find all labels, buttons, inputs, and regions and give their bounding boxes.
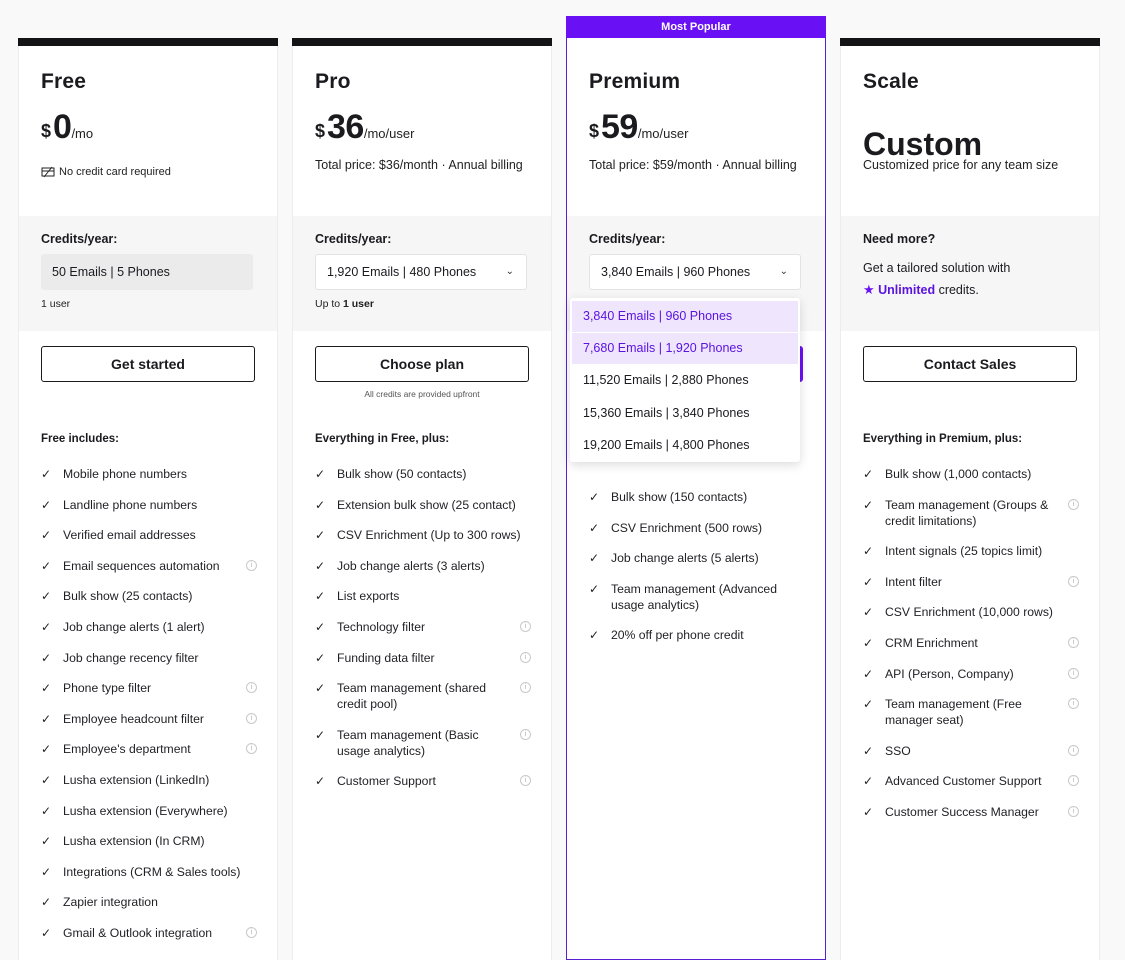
credits-section <box>19 216 277 331</box>
plan-price <box>315 108 529 146</box>
check-icon: ✓ <box>41 895 52 910</box>
check-icon: ✓ <box>863 743 874 758</box>
check-icon: ✓ <box>315 681 326 696</box>
feature-text: Employee's department <box>63 742 191 757</box>
info-icon[interactable]: i <box>1068 698 1079 709</box>
pricing-plans <box>18 17 1100 960</box>
feature-list <box>41 466 257 956</box>
info-icon[interactable]: i <box>520 621 531 632</box>
feature-item <box>315 773 531 789</box>
feature-text: Lusha extension (LinkedIn) <box>63 772 210 787</box>
feature-text: Landline phone numbers <box>63 497 198 512</box>
check-icon: ✓ <box>41 528 52 543</box>
info-icon[interactable]: i <box>1068 806 1079 817</box>
tailored-text: Get a tailored solution with <box>863 261 1011 275</box>
tailored-solution-text <box>863 258 1083 301</box>
info-icon[interactable]: i <box>1068 668 1079 679</box>
check-icon: ✓ <box>863 497 874 512</box>
check-icon: ✓ <box>589 490 600 504</box>
check-icon: ✓ <box>41 925 52 940</box>
info-icon[interactable]: i <box>246 927 257 938</box>
check-icon: ✓ <box>41 742 52 757</box>
check-icon: ✓ <box>863 467 874 481</box>
feature-item <box>41 894 257 910</box>
credits-label: Credits/year: <box>589 232 666 246</box>
check-icon: ✓ <box>315 727 326 742</box>
feature-item <box>315 527 531 543</box>
feature-text: Intent filter <box>885 574 942 589</box>
feature-text: CRM Enrichment <box>885 635 978 650</box>
price-amount: 36 <box>327 108 364 146</box>
feature-text: Integrations (CRM & Sales tools) <box>63 864 241 879</box>
feature-item <box>589 489 805 505</box>
price-amount: 59 <box>601 108 638 146</box>
check-icon: ✓ <box>589 581 600 596</box>
chevron-down-icon: ⌄ <box>779 266 788 277</box>
check-icon: ✓ <box>589 520 600 535</box>
feature-text: Team management (Groups & credit limitations) <box>885 497 1049 528</box>
credits-value: 50 Emails | 5 Phones <box>41 254 253 290</box>
info-icon[interactable]: i <box>246 743 257 754</box>
feature-text: Funding data filter <box>337 650 435 665</box>
plan-name: Scale <box>863 70 919 93</box>
check-icon: ✓ <box>315 619 326 634</box>
no-credit-card-icon <box>41 166 55 178</box>
need-more-label: Need more? <box>863 232 936 246</box>
custom-price: Custom <box>863 126 983 162</box>
info-icon[interactable]: i <box>520 682 531 693</box>
check-icon: ✓ <box>41 864 52 879</box>
check-icon: ✓ <box>315 497 326 512</box>
feature-item <box>41 527 257 543</box>
feature-text: Intent signals (25 topics limit) <box>885 544 1043 559</box>
feature-item <box>315 619 531 635</box>
check-icon: ✓ <box>863 574 874 589</box>
feature-text: API (Person, Company) <box>885 666 1014 681</box>
check-icon: ✓ <box>863 697 874 712</box>
feature-text: Team management (shared credit pool) <box>337 681 487 712</box>
feature-text: Gmail & Outlook integration <box>63 925 213 940</box>
feature-text: Bulk show (1,000 contacts) <box>885 467 1032 481</box>
plan-price <box>589 108 803 146</box>
feature-text: CSV Enrichment (500 rows) <box>611 520 763 535</box>
feature-item <box>41 864 257 880</box>
feature-list <box>863 466 1079 835</box>
feature-text: CSV Enrichment (Up to 300 rows) <box>337 528 521 543</box>
most-popular-badge: Most Popular <box>566 16 826 38</box>
credits-upfront-note: All credits are provided upfront <box>364 389 480 399</box>
feature-text: Lusha extension (In CRM) <box>63 834 205 849</box>
credits-suffix: credits. <box>935 283 979 297</box>
check-icon: ✓ <box>41 589 52 604</box>
feature-text: Verified email addresses <box>63 528 196 543</box>
feature-item <box>41 741 257 757</box>
check-icon: ✓ <box>315 650 326 665</box>
feature-text: Job change alerts (3 alerts) <box>337 558 485 573</box>
feature-item <box>41 772 257 788</box>
total-price-note: Total price: $59/month · Annual billing <box>589 158 797 172</box>
check-icon: ✓ <box>41 650 52 665</box>
feature-text: Bulk show (150 contacts) <box>611 490 748 504</box>
info-icon[interactable]: i <box>1068 499 1079 510</box>
includes-title: Everything in Free, plus: <box>315 433 450 445</box>
credits-select[interactable] <box>589 254 801 290</box>
user-count-value: 1 user <box>343 298 374 310</box>
check-icon: ✓ <box>863 774 874 789</box>
info-icon[interactable]: i <box>1068 576 1079 587</box>
no-credit-card-note <box>41 166 255 178</box>
check-icon: ✓ <box>589 551 600 566</box>
feature-text: Job change alerts (5 alerts) <box>611 551 759 566</box>
feature-item <box>315 558 531 574</box>
info-icon[interactable]: i <box>520 652 531 663</box>
feature-item <box>863 804 1079 820</box>
feature-text: Phone type filter <box>63 681 152 696</box>
feature-item <box>863 543 1079 559</box>
feature-text: Team management (Free manager seat) <box>885 697 1022 728</box>
feature-item <box>41 497 257 513</box>
price-period: /mo/user <box>363 126 415 141</box>
feature-item <box>41 833 257 849</box>
currency-symbol: $ <box>41 121 52 141</box>
feature-text: Customer Success Manager <box>885 804 1039 819</box>
check-icon: ✓ <box>863 635 874 650</box>
plan-card-free <box>18 38 278 960</box>
currency-symbol: $ <box>589 121 600 141</box>
feature-item <box>589 627 805 643</box>
user-count-prefix: Up to <box>315 298 344 310</box>
feature-item <box>863 635 1079 651</box>
unlimited-highlight: Unlimited <box>878 283 936 297</box>
contact-sales-button[interactable]: Contact Sales <box>863 346 1077 382</box>
feature-text: Zapier integration <box>63 895 158 910</box>
feature-item <box>315 727 531 759</box>
credits-dropdown-menu <box>570 298 800 462</box>
feature-item <box>41 925 257 941</box>
credits-option[interactable]: 19,200 Emails | 4,800 Phones <box>583 437 750 452</box>
feature-text: SSO <box>885 743 911 758</box>
check-icon: ✓ <box>315 589 326 604</box>
check-icon: ✓ <box>41 834 52 849</box>
price-period: /mo/user <box>637 126 689 141</box>
no-credit-card-text: No credit card required <box>59 166 171 178</box>
feature-text: Team management (Basic usage analytics) <box>337 727 479 758</box>
feature-text: Customer Support <box>337 774 436 789</box>
plan-name: Free <box>41 70 87 93</box>
feature-text: Email sequences automation <box>63 558 220 573</box>
feature-item <box>41 558 257 574</box>
user-count: 1 user <box>41 298 71 310</box>
plan-card-pro <box>292 38 552 960</box>
check-icon: ✓ <box>315 528 326 543</box>
feature-text: Bulk show (50 contacts) <box>337 467 467 481</box>
user-count <box>315 298 374 310</box>
check-icon: ✓ <box>41 497 52 512</box>
card-top-bar <box>840 38 1100 46</box>
feature-list <box>589 489 805 658</box>
custom-price-note: Customized price for any team size <box>863 158 1059 172</box>
info-icon[interactable]: i <box>246 560 257 571</box>
feature-item <box>315 680 531 712</box>
check-icon: ✓ <box>863 544 874 559</box>
feature-text: Team management (Advanced usage analytics) <box>611 581 777 612</box>
feature-item <box>315 588 531 604</box>
includes-title: Free includes: <box>41 433 119 445</box>
star-icon: ★ <box>863 282 875 297</box>
feature-text: 20% off per phone credit <box>611 628 744 643</box>
feature-item <box>315 650 531 666</box>
check-icon: ✓ <box>589 628 600 643</box>
credits-select-value: 3,840 Emails | 960 Phones <box>601 265 751 279</box>
card-top-bar <box>18 38 278 46</box>
plan-name: Pro <box>315 70 351 93</box>
currency-symbol: $ <box>315 121 326 141</box>
feature-text: Employee headcount filter <box>63 711 204 726</box>
credits-select[interactable] <box>315 254 527 290</box>
check-icon: ✓ <box>41 711 52 726</box>
feature-item <box>41 680 257 696</box>
feature-item <box>41 650 257 666</box>
info-icon[interactable]: i <box>1068 745 1079 756</box>
feature-item <box>41 466 257 482</box>
info-icon[interactable]: i <box>246 682 257 693</box>
plan-card-scale <box>840 38 1100 960</box>
check-icon: ✓ <box>41 681 52 696</box>
plan-name: Premium <box>589 70 681 93</box>
chevron-down-icon: ⌄ <box>505 266 514 277</box>
feature-item <box>863 466 1079 482</box>
credits-label: Credits/year: <box>41 232 118 246</box>
need-more-section <box>841 216 1099 331</box>
feature-item <box>41 588 257 604</box>
check-icon: ✓ <box>41 619 52 634</box>
total-price-note: Total price: $36/month · Annual billing <box>315 158 523 172</box>
choose-plan-button[interactable]: Choose plan <box>315 346 529 382</box>
feature-text: Extension bulk show (25 contact) <box>337 497 516 512</box>
check-icon: ✓ <box>315 558 326 573</box>
feature-text: Mobile phone numbers <box>63 467 187 481</box>
check-icon: ✓ <box>41 803 52 818</box>
feature-text: Job change recency filter <box>63 650 199 665</box>
info-icon[interactable]: i <box>1068 775 1079 786</box>
credits-option[interactable]: 15,360 Emails | 3,840 Phones <box>583 405 750 420</box>
plan-card-premium <box>566 21 826 960</box>
credits-option[interactable]: 7,680 Emails | 1,920 Phones <box>572 333 798 364</box>
info-icon[interactable]: i <box>520 775 531 786</box>
feature-item <box>863 574 1079 590</box>
includes-title: Everything in Premium, plus: <box>863 433 1023 445</box>
price-amount: 0 <box>53 108 72 146</box>
credits-option[interactable]: 3,840 Emails | 960 Phones <box>572 301 798 332</box>
feature-item <box>589 550 805 566</box>
plan-price <box>41 108 255 146</box>
feature-item <box>863 773 1079 789</box>
check-icon: ✓ <box>863 804 874 819</box>
feature-list <box>315 466 531 804</box>
feature-item <box>863 696 1079 728</box>
feature-item <box>41 619 257 635</box>
feature-text: CSV Enrichment (10,000 rows) <box>885 605 1053 620</box>
check-icon: ✓ <box>863 605 874 620</box>
feature-item <box>315 466 531 482</box>
check-icon: ✓ <box>41 772 52 787</box>
check-icon: ✓ <box>41 558 52 573</box>
credits-label: Credits/year: <box>315 232 392 246</box>
feature-item <box>315 497 531 513</box>
feature-text: Bulk show (25 contacts) <box>63 589 193 604</box>
info-icon[interactable]: i <box>520 729 531 740</box>
credits-select-value: 1,920 Emails | 480 Phones <box>327 265 477 279</box>
feature-item <box>863 666 1079 682</box>
feature-text: Job change alerts (1 alert) <box>63 619 205 634</box>
price-period: /mo <box>71 126 94 141</box>
feature-item <box>41 711 257 727</box>
card-top-bar <box>292 38 552 46</box>
feature-text: Advanced Customer Support <box>885 774 1042 789</box>
check-icon: ✓ <box>863 666 874 681</box>
feature-text: List exports <box>337 589 400 604</box>
info-icon[interactable]: i <box>1068 637 1079 648</box>
check-icon: ✓ <box>315 467 326 481</box>
feature-item <box>863 743 1079 759</box>
credits-option[interactable]: 11,520 Emails | 2,880 Phones <box>583 373 749 388</box>
credits-section <box>293 216 551 331</box>
check-icon: ✓ <box>41 467 52 481</box>
info-icon[interactable]: i <box>246 713 257 724</box>
feature-text: Technology filter <box>337 619 426 634</box>
feature-text: Lusha extension (Everywhere) <box>63 803 228 818</box>
feature-item <box>863 497 1079 529</box>
check-icon: ✓ <box>315 774 326 789</box>
feature-item <box>863 604 1079 620</box>
get-started-button[interactable]: Get started <box>41 346 255 382</box>
feature-item <box>41 803 257 819</box>
feature-item <box>589 581 805 613</box>
feature-item <box>589 520 805 536</box>
